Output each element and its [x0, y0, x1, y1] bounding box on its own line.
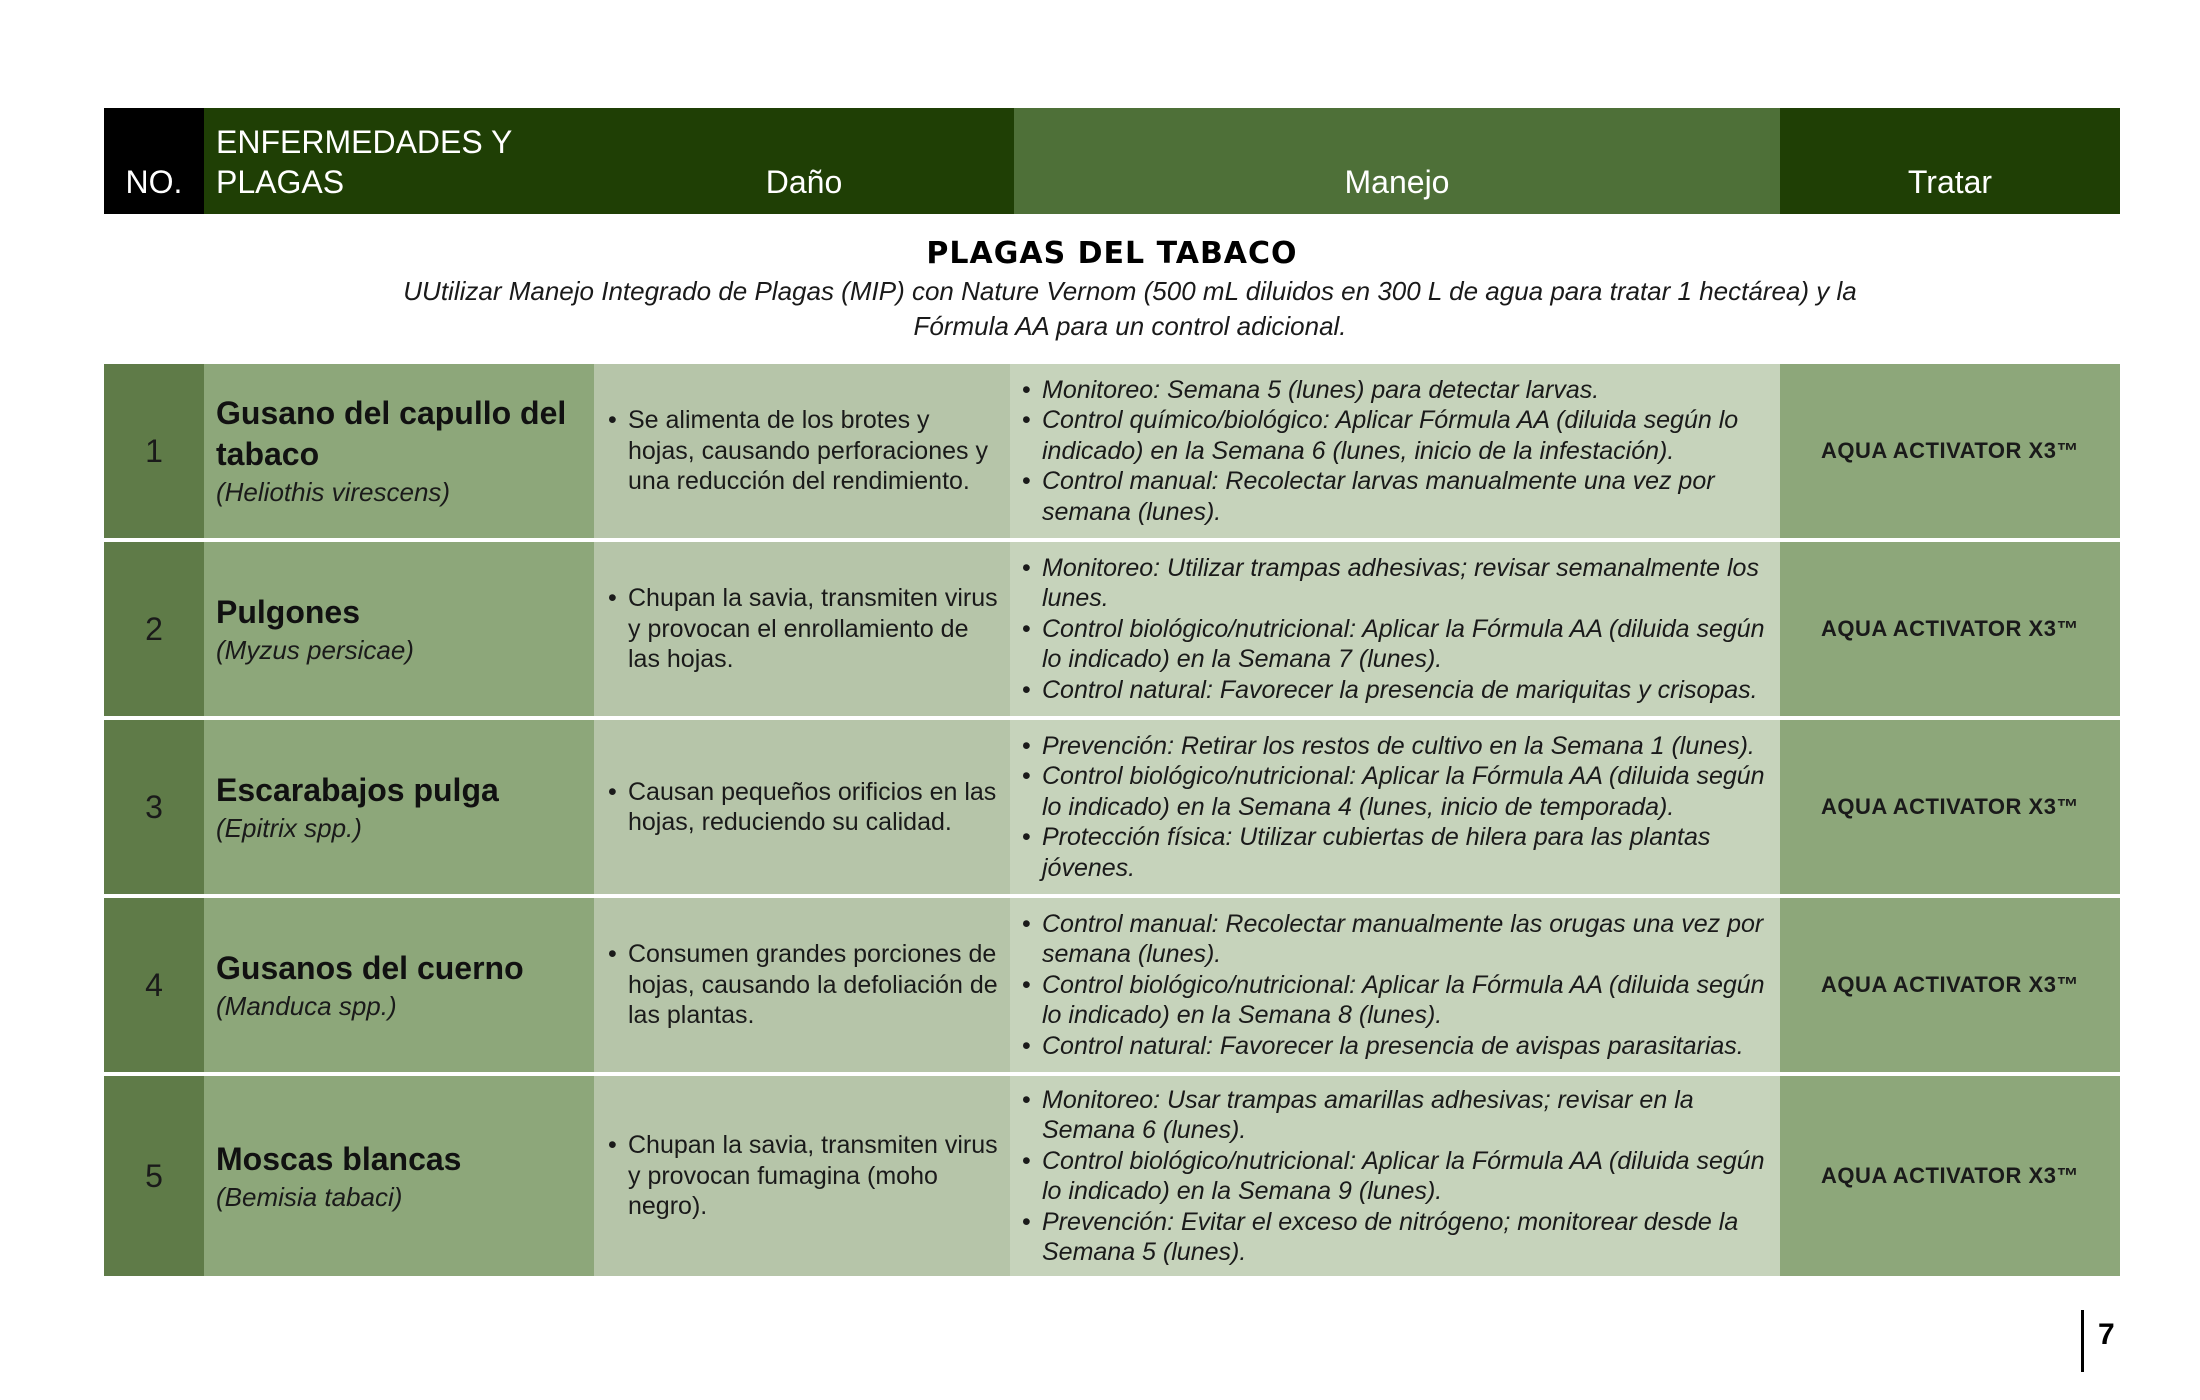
table-row: [104, 898, 2120, 1072]
management-item: • Control químico/biológico: Aplicar Fórmula AA (diluida según lo indicado) en la Semana 6 (lunes, inicio de la infestación).: [1020, 405, 1770, 466]
damage-list: [606, 777, 1002, 838]
pest-name: Gusanos del cuerno: [216, 949, 524, 986]
row-number: 1: [104, 364, 204, 538]
damage-list: [606, 405, 1002, 497]
management-cell: [1010, 1076, 1780, 1276]
management-list: [1020, 909, 1770, 1062]
management-item: • Control biológico/nutricional: Aplicar la Fórmula AA (diluida según lo indicado) en la Semana 4 (lunes, inicio de temporada).: [1020, 761, 1770, 822]
management-item: • Control biológico/nutricional: Aplicar la Fórmula AA (diluida según lo indicado) en la Semana 8 (lunes).: [1020, 970, 1770, 1031]
table-row: [104, 720, 2120, 894]
header-tratar: Tratar: [1780, 108, 2120, 214]
damage-item: • Chupan la savia, transmiten virus y provocan el enrollamiento de las hojas.: [606, 583, 1002, 675]
table-row: [104, 364, 2120, 538]
header-pest: ENFERMEDADES Y PLAGAS: [204, 108, 594, 214]
management-list: [1020, 731, 1770, 884]
pest-cell: [204, 720, 594, 894]
damage-cell: [594, 364, 1010, 538]
damage-item: • Se alimenta de los brotes y hojas, causando perforaciones y una reducción del rendimiento.: [606, 405, 1002, 497]
header-dano: Daño: [594, 108, 1014, 214]
page-number-divider: [2081, 1310, 2084, 1372]
pest-cell: [204, 364, 594, 538]
management-item: • Prevención: Retirar los restos de cultivo en la Semana 1 (lunes).: [1020, 731, 1770, 762]
management-cell: [1010, 720, 1780, 894]
treatment-product: AQUA ACTIVATOR X3™: [1780, 364, 2120, 538]
management-item: • Monitoreo: Utilizar trampas adhesivas; revisar semanalmente los lunes.: [1020, 553, 1770, 614]
management-list: [1020, 1085, 1770, 1268]
management-item: • Control natural: Favorecer la presencia de mariquitas y crisopas.: [1020, 675, 1770, 706]
management-item: • Monitoreo: Usar trampas amarillas adhesivas; revisar en la Semana 6 (lunes).: [1020, 1085, 1770, 1146]
pest-scientific-name: (Myzus persicae): [216, 634, 414, 665]
damage-list: [606, 1130, 1002, 1222]
damage-cell: [594, 1076, 1010, 1276]
header-manejo: Manejo: [1014, 108, 1780, 214]
row-number: 2: [104, 542, 204, 716]
pest-scientific-name: (Heliothis virescens): [216, 477, 451, 507]
header-no: NO.: [104, 108, 204, 214]
management-cell: [1010, 898, 1780, 1072]
pest-name: Gusano del capullo del tabaco: [216, 395, 567, 472]
pest-cell: [204, 1076, 594, 1276]
damage-list: [606, 939, 1002, 1031]
treatment-product: AQUA ACTIVATOR X3™: [1780, 898, 2120, 1072]
management-item: • Control manual: Recolectar manualmente las orugas una vez por semana (lunes).: [1020, 909, 1770, 970]
pest-scientific-name: (Bemisia tabaci): [216, 1181, 403, 1212]
damage-item: • Chupan la savia, transmiten virus y provocan fumagina (moho negro).: [606, 1130, 1002, 1222]
row-number: 4: [104, 898, 204, 1072]
pest-name: Moscas blancas: [216, 1140, 462, 1177]
damage-cell: [594, 720, 1010, 894]
pest-table: [104, 364, 2120, 1280]
damage-cell: [594, 542, 1010, 716]
pest-scientific-name: (Manduca spp.): [216, 990, 397, 1021]
management-item: • Control manual: Recolectar larvas manualmente una vez por semana (lunes).: [1020, 466, 1770, 527]
row-number: 3: [104, 720, 204, 894]
table-header: [104, 108, 2120, 214]
management-cell: [1010, 542, 1780, 716]
row-number: 5: [104, 1076, 204, 1276]
management-cell: [1010, 364, 1780, 538]
pest-name: Pulgones: [216, 593, 361, 630]
damage-list: [606, 583, 1002, 675]
treatment-product: AQUA ACTIVATOR X3™: [1780, 1076, 2120, 1276]
management-item: • Prevención: Evitar el exceso de nitrógeno; monitorear desde la Semana 5 (lunes).: [1020, 1207, 1770, 1268]
pest-cell: [204, 542, 594, 716]
page-number: 7: [2098, 1318, 2115, 1351]
pest-cell: [204, 898, 594, 1072]
management-item: • Control biológico/nutricional: Aplicar la Fórmula AA (diluida según lo indicado) en la Semana 9 (lunes).: [1020, 1146, 1770, 1207]
treatment-product: AQUA ACTIVATOR X3™: [1780, 542, 2120, 716]
section-subtitle: UUtilizar Manejo Integrado de Plagas (MIP) con Nature Vernom (500 mL diluidos en 300 L de agua para tratar 1 hectárea) y la Fórmula AA para un control adicional.: [403, 276, 1857, 341]
management-item: • Control natural: Favorecer la presencia de avispas parasitarias.: [1020, 1031, 1770, 1062]
pest-scientific-name: (Epitrix spp.): [216, 812, 362, 843]
damage-item: • Consumen grandes porciones de hojas, causando la defoliación de las plantas.: [606, 939, 1002, 1031]
management-list: [1020, 553, 1770, 706]
damage-item: • Causan pequeños orificios en las hojas, reduciendo su calidad.: [606, 777, 1002, 838]
management-item: • Monitoreo: Semana 5 (lunes) para detectar larvas.: [1020, 375, 1770, 406]
table-row: [104, 542, 2120, 716]
section-title: PLAGAS DEL TABACO: [926, 236, 1298, 271]
management-item: • Control biológico/nutricional: Aplicar la Fórmula AA (diluida según lo indicado) en la Semana 7 (lunes).: [1020, 614, 1770, 675]
treatment-product: AQUA ACTIVATOR X3™: [1780, 720, 2120, 894]
management-item: • Protección física: Utilizar cubiertas de hilera para las plantas jóvenes.: [1020, 822, 1770, 883]
management-list: [1020, 375, 1770, 528]
pest-name: Escarabajos pulga: [216, 771, 499, 808]
table-row: [104, 1076, 2120, 1276]
damage-cell: [594, 898, 1010, 1072]
